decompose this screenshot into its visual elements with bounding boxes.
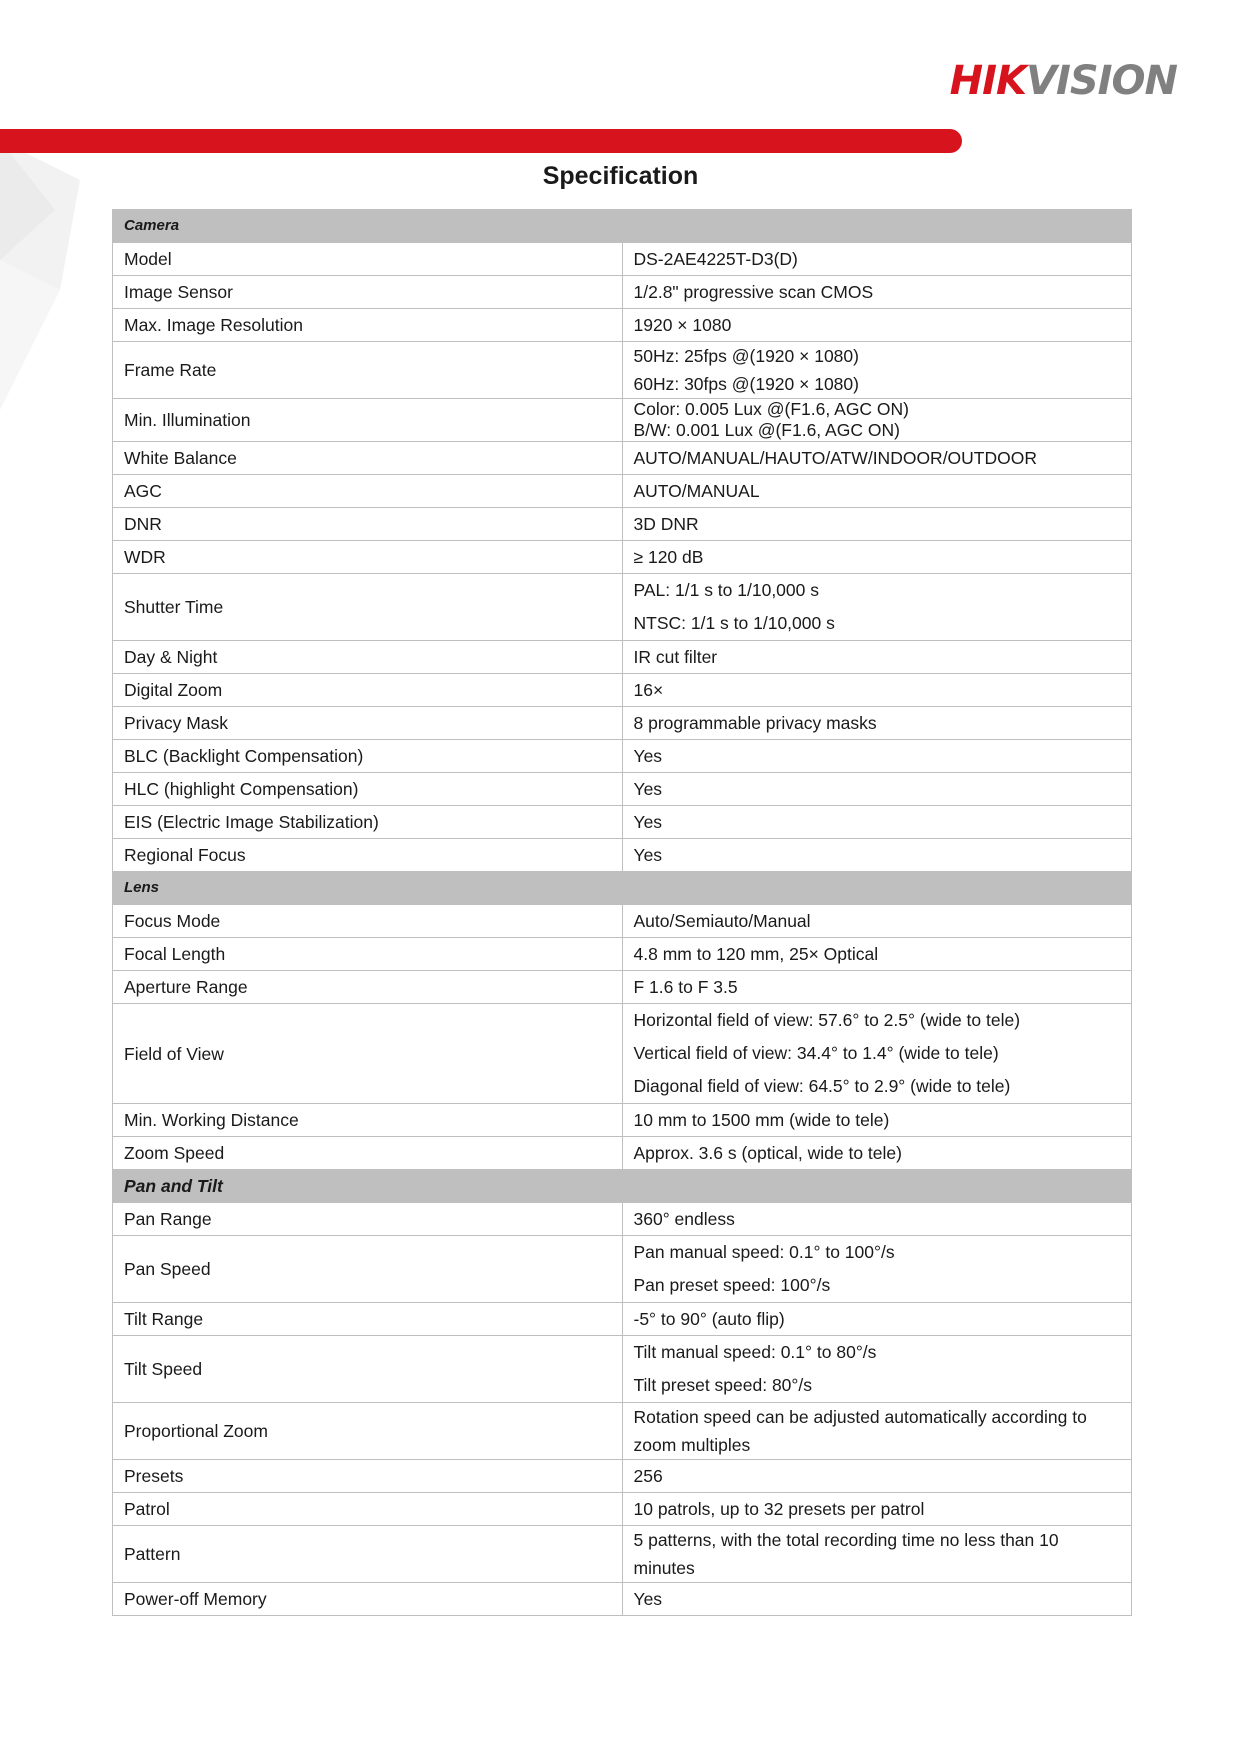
spec-value: Yes bbox=[622, 1583, 1132, 1616]
spec-value: AUTO/MANUAL bbox=[622, 475, 1132, 508]
table-row bbox=[113, 508, 1132, 541]
spec-value-line: PAL: 1/1 s to 1/10,000 s bbox=[633, 580, 819, 600]
table-row bbox=[113, 740, 1132, 773]
table-row bbox=[113, 938, 1132, 971]
spec-name: Zoom Speed bbox=[113, 1137, 623, 1170]
spec-name: Frame Rate bbox=[113, 342, 623, 399]
spec-value-line: Vertical field of view: 34.4° to 1.4° (wide to tele) bbox=[633, 1043, 999, 1063]
spec-name: Min. Illumination bbox=[113, 399, 623, 442]
spec-value-line: Tilt manual speed: 0.1° to 80°/s bbox=[633, 1342, 877, 1362]
spec-name: WDR bbox=[113, 541, 623, 574]
spec-name: Tilt Speed bbox=[113, 1336, 623, 1403]
spec-value: 10 patrols, up to 32 presets per patrol bbox=[622, 1493, 1132, 1526]
spec-value-line: Horizontal field of view: 57.6° to 2.5° (wide to tele) bbox=[633, 1010, 1021, 1030]
table-row bbox=[113, 1104, 1132, 1137]
spec-value: ≥ 120 dB bbox=[622, 541, 1132, 574]
spec-value bbox=[622, 399, 1132, 442]
table-row bbox=[113, 773, 1132, 806]
spec-value bbox=[622, 342, 1132, 399]
section-header-pan-tilt bbox=[113, 1170, 1132, 1203]
spec-value bbox=[622, 1004, 1132, 1104]
spec-name: White Balance bbox=[113, 442, 623, 475]
table-row bbox=[113, 839, 1132, 872]
table-row bbox=[113, 1403, 1132, 1460]
spec-value: 10 mm to 1500 mm (wide to tele) bbox=[622, 1104, 1132, 1137]
spec-name: Focal Length bbox=[113, 938, 623, 971]
spec-value: Yes bbox=[622, 839, 1132, 872]
table-row bbox=[113, 707, 1132, 740]
header-red-bar bbox=[0, 129, 962, 153]
spec-value: 16× bbox=[622, 674, 1132, 707]
spec-name: Digital Zoom bbox=[113, 674, 623, 707]
table-row bbox=[113, 309, 1132, 342]
spec-name: AGC bbox=[113, 475, 623, 508]
section-header-lens bbox=[113, 872, 1132, 905]
spec-value: 3D DNR bbox=[622, 508, 1132, 541]
spec-name: Field of View bbox=[113, 1004, 623, 1104]
spec-value: 8 programmable privacy masks bbox=[622, 707, 1132, 740]
spec-name: Model bbox=[113, 243, 623, 276]
table-row bbox=[113, 1004, 1132, 1104]
spec-name: Regional Focus bbox=[113, 839, 623, 872]
table-row bbox=[113, 905, 1132, 938]
spec-name: Tilt Range bbox=[113, 1303, 623, 1336]
table-row bbox=[113, 442, 1132, 475]
spec-name: DNR bbox=[113, 508, 623, 541]
spec-value-line: Tilt preset speed: 80°/s bbox=[633, 1375, 813, 1395]
spec-value: 1920 × 1080 bbox=[622, 309, 1132, 342]
table-row bbox=[113, 1460, 1132, 1493]
section-label: Camera bbox=[113, 210, 1132, 243]
section-label: Lens bbox=[113, 872, 1132, 905]
spec-name: Pan Range bbox=[113, 1203, 623, 1236]
table-row bbox=[113, 574, 1132, 641]
spec-value: -5° to 90° (auto flip) bbox=[622, 1303, 1132, 1336]
table-row bbox=[113, 541, 1132, 574]
spec-name: Patrol bbox=[113, 1493, 623, 1526]
spec-value-line: 50Hz: 25fps @(1920 × 1080) bbox=[633, 346, 859, 366]
spec-name: Pan Speed bbox=[113, 1236, 623, 1303]
spec-value: 1/2.8" progressive scan CMOS bbox=[622, 276, 1132, 309]
spec-value bbox=[622, 574, 1132, 641]
spec-name: EIS (Electric Image Stabilization) bbox=[113, 806, 623, 839]
spec-name: Presets bbox=[113, 1460, 623, 1493]
table-row bbox=[113, 1137, 1132, 1170]
table-row bbox=[113, 276, 1132, 309]
spec-value: AUTO/MANUAL/HAUTO/ATW/INDOOR/OUTDOOR bbox=[622, 442, 1132, 475]
table-row bbox=[113, 1583, 1132, 1616]
spec-name: Max. Image Resolution bbox=[113, 309, 623, 342]
spec-value: Auto/Semiauto/Manual bbox=[622, 905, 1132, 938]
spec-name: Aperture Range bbox=[113, 971, 623, 1004]
table-row bbox=[113, 1203, 1132, 1236]
spec-name: Power-off Memory bbox=[113, 1583, 623, 1616]
spec-value: DS-2AE4225T-D3(D) bbox=[622, 243, 1132, 276]
spec-name: Min. Working Distance bbox=[113, 1104, 623, 1137]
table-row bbox=[113, 1493, 1132, 1526]
table-row bbox=[113, 806, 1132, 839]
table-row bbox=[113, 1303, 1132, 1336]
table-row bbox=[113, 641, 1132, 674]
spec-value: 360° endless bbox=[622, 1203, 1132, 1236]
hikvision-logo: HIKVISION bbox=[949, 58, 1177, 104]
section-label: Pan and Tilt bbox=[113, 1170, 1132, 1203]
spec-value: F 1.6 to F 3.5 bbox=[622, 971, 1132, 1004]
table-row bbox=[113, 342, 1132, 399]
spec-value: 5 patterns, with the total recording time no less than 10 minutes bbox=[622, 1526, 1132, 1583]
table-row bbox=[113, 399, 1132, 442]
page-title: Specification bbox=[542, 162, 699, 190]
spec-value: Yes bbox=[622, 806, 1132, 839]
spec-name: Focus Mode bbox=[113, 905, 623, 938]
spec-value-line: 60Hz: 30fps @(1920 × 1080) bbox=[633, 374, 859, 394]
spec-name: Day & Night bbox=[113, 641, 623, 674]
spec-name: Proportional Zoom bbox=[113, 1403, 623, 1460]
spec-value: Rotation speed can be adjusted automatically according to zoom multiples bbox=[622, 1403, 1132, 1460]
spec-name: Image Sensor bbox=[113, 276, 623, 309]
spec-table bbox=[112, 209, 1132, 1616]
spec-value-line: Diagonal field of view: 64.5° to 2.9° (wide to tele) bbox=[633, 1076, 1011, 1096]
spec-value: Yes bbox=[622, 740, 1132, 773]
spec-name: HLC (highlight Compensation) bbox=[113, 773, 623, 806]
spec-value-line: NTSC: 1/1 s to 1/10,000 s bbox=[633, 613, 835, 633]
spec-value-line: Pan manual speed: 0.1° to 100°/s bbox=[633, 1242, 895, 1262]
spec-value: Approx. 3.6 s (optical, wide to tele) bbox=[622, 1137, 1132, 1170]
spec-value-line: Pan preset speed: 100°/s bbox=[633, 1275, 831, 1295]
table-row bbox=[113, 243, 1132, 276]
table-row bbox=[113, 971, 1132, 1004]
spec-name: BLC (Backlight Compensation) bbox=[113, 740, 623, 773]
spec-name: Privacy Mask bbox=[113, 707, 623, 740]
table-row bbox=[113, 1336, 1132, 1403]
spec-value-line: Color: 0.005 Lux @(F1.6, AGC ON) bbox=[633, 399, 910, 419]
table-row bbox=[113, 1236, 1132, 1303]
spec-value-line: B/W: 0.001 Lux @(F1.6, AGC ON) bbox=[633, 420, 900, 440]
spec-value bbox=[622, 1336, 1132, 1403]
table-row bbox=[113, 674, 1132, 707]
spec-value bbox=[622, 1236, 1132, 1303]
spec-value: 4.8 mm to 120 mm, 25× Optical bbox=[622, 938, 1132, 971]
spec-value: Yes bbox=[622, 773, 1132, 806]
section-header-camera bbox=[113, 210, 1132, 243]
spec-name: Pattern bbox=[113, 1526, 623, 1583]
spec-name: Shutter Time bbox=[113, 574, 623, 641]
table-row bbox=[113, 475, 1132, 508]
spec-value: 256 bbox=[622, 1460, 1132, 1493]
table-row bbox=[113, 1526, 1132, 1583]
spec-value: IR cut filter bbox=[622, 641, 1132, 674]
